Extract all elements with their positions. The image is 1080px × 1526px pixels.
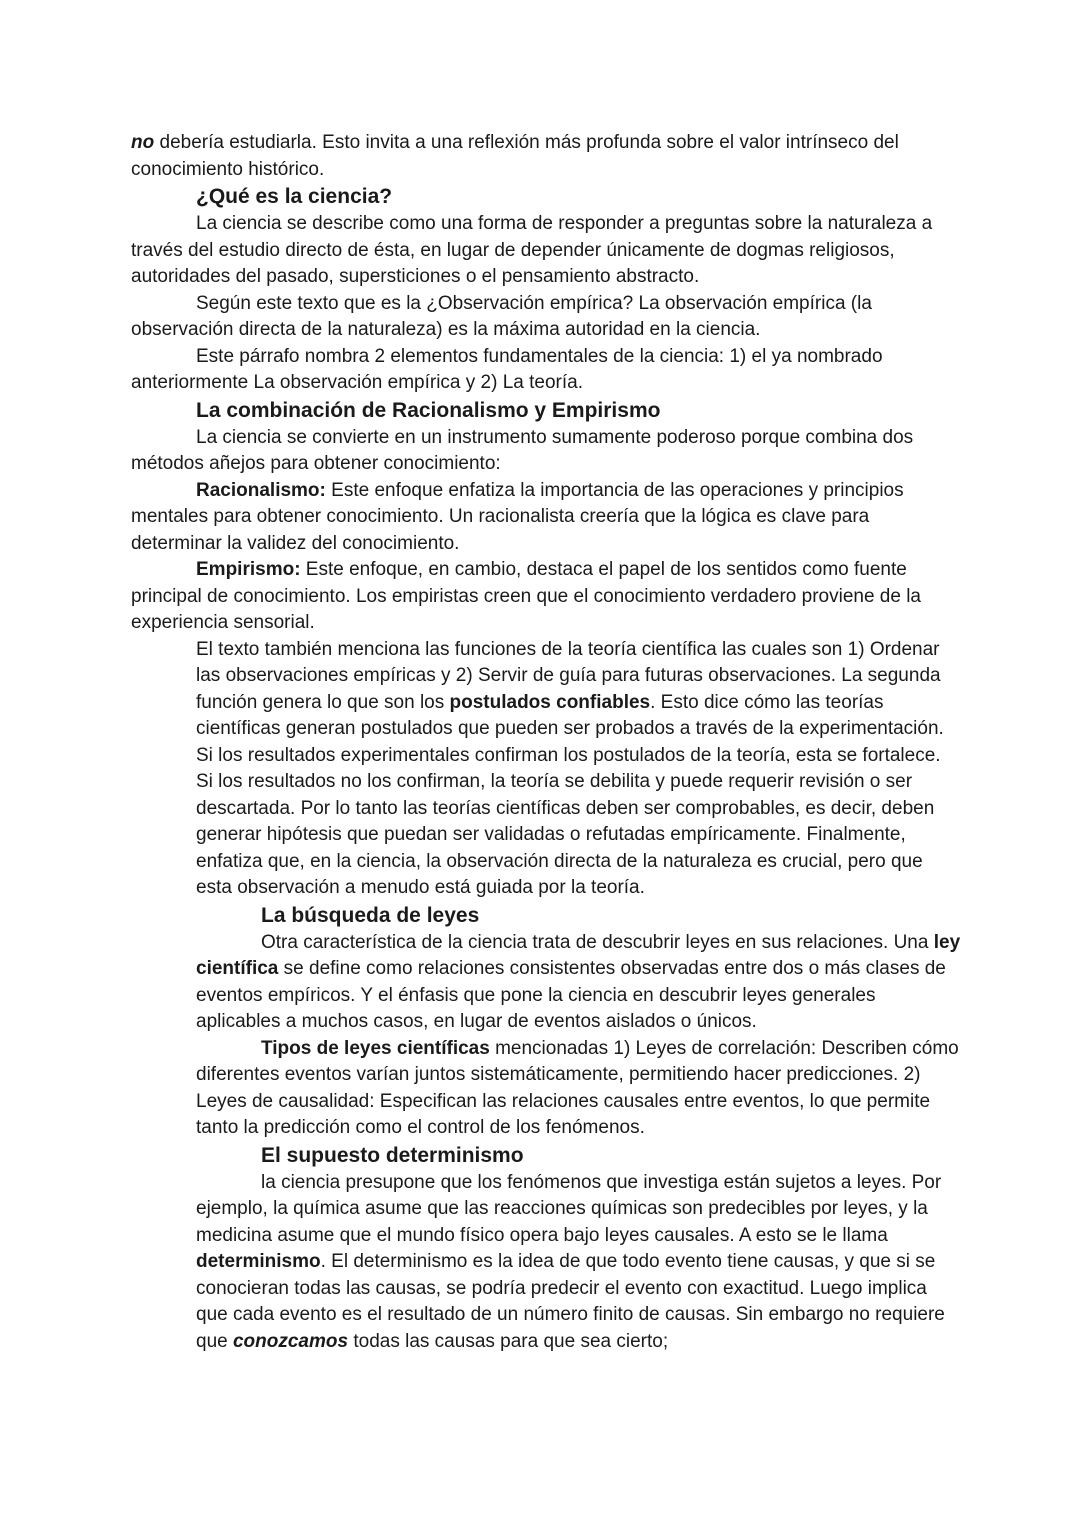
paragraph-text: Este enfoque enfatiza la importancia de las operaciones y principios mentales para obtener conocimiento. Un racionalista creería que la lógica es clave para determinar la validez del conocimiento. [131,479,904,554]
emphasis-conozcamos: conozcamos [232,1330,349,1352]
paragraph-elementos-fundamentales: Este párrafo nombra 2 elementos fundamentales de la ciencia: 1) el ya nombrado anteriormente La observación empírica y 2) La teoría. [131,345,883,393]
emphasis-no: no [131,132,155,153]
heading-que-es-la-ciencia: ¿Qué es la ciencia? [196,185,393,208]
paragraph-text: . Esto dice cómo las teorías científicas generan postulados que pueden ser probados a través de la experimentación. Si los resultados experimentales confirman los postulados de la teoría, esta se fortalece. Si los resultados no los confirman, la teoría se debilita y puede requerir revisión o ser descartada. Por lo tanto las teorías científicas deben ser comprobables, es decir, deben generar hipótesis que puedan ser validadas o refutadas empíricamente. Finalmente, enfatiza que, en la ciencia, la observación directa de la naturaleza es crucial, pero que esta observación a menudo está guiada por la teoría. [196,691,944,898]
term-postulados-confiables: postulados confiables [449,691,651,713]
paragraph-tipos-de-leyes [131,1036,961,1142]
term-determinismo: determinismo [196,1251,321,1272]
heading-supuesto-determinismo: El supuesto determinismo [261,1143,524,1167]
paragraph-text: Este enfoque, en cambio, destaca el papel de los sentidos como fuente principal de conocimiento. Los empiristas creen que el conocimiento verdadero proviene de la experiencia sensorial. [131,559,922,633]
term-racionalismo: Racionalismo: [196,479,326,501]
paragraph-text: debería estudiarla. Esto invita a una reflexión más profunda sobre el valor intrínseco del conocimiento histórico. [131,132,899,180]
paragraph-text: El texto también menciona las funciones de la teoría científica las cuales son 1) Ordenar las observaciones empíricas y 2) Servir de guía para futuras observaciones. La segunda función genera lo que son los [196,638,941,713]
paragraph-racionalismo [131,478,961,558]
paragraph-funciones-teoria [131,637,961,902]
paragraph-text: todas las causas para que sea cierto; [348,1330,669,1352]
paragraph-empirismo [131,557,961,637]
document-body [131,130,961,1355]
paragraph-text: mencionadas 1) Leyes de correlación: Describen cómo diferentes eventos varían juntos sistemáticamente, permitiendo hacer predicciones. 2) Leyes de causalidad: Especifican las relaciones causales entre eventos, lo que permite tanto la predicción como el control de los fenómenos. [196,1037,959,1138]
heading-racionalismo-empirismo: La combinación de Racionalismo y Empirismo [196,398,661,422]
paragraph-determinismo [131,1170,961,1356]
term-empirismo: Empirismo: [196,559,301,580]
paragraph-continuation [131,130,961,183]
paragraph-text: . El determinismo es la idea de que todo evento tiene causas, y que si se conocieran todas las causas, se podría predecir el evento con exactitud. Luego implica que cada evento es el resultado de un número finito de causas. Sin embargo no requiere que [196,1251,945,1352]
paragraph-ley-cientifica [131,930,961,1036]
paragraph-ciencia-definicion: La ciencia se describe como una forma de responder a preguntas sobre la naturaleza a través del estudio directo de ésta, en lugar de depender únicamente de dogmas religiosos, autoridades del pasado, supersticiones o el pensamiento abstracto. [131,213,933,287]
paragraph-text: Otra característica de la ciencia trata de descubrir leyes en sus relaciones. Una [261,931,934,953]
paragraph-text: la ciencia presupone que los fenómenos que investiga están sujetos a leyes. Por ejemplo, la química asume que las reacciones químicas son predecibles por leyes, y la medicina asume que el mundo físico opera bajo leyes causales. A esto se le llama [196,1171,942,1246]
term-tipos-de-leyes: Tipos de leyes científicas [261,1037,490,1059]
term-ley-cientifica: ley científica [196,931,961,979]
paragraph-observacion-empirica: Según este texto que es la ¿Observación empírica? La observación empírica (la observación directa de la naturaleza) es la máxima autoridad en la ciencia. [131,292,872,340]
heading-busqueda-de-leyes: La búsqueda de leyes [261,903,480,927]
paragraph-combinacion: La ciencia se convierte en un instrumento sumamente poderoso porque combina dos métodos añejos para obtener conocimiento: [131,426,914,474]
paragraph-text: se define como relaciones consistentes observadas entre dos o más clases de eventos empíricos. Y el énfasis que pone la ciencia en descubrir leyes generales aplicables a muchos casos, en lugar de eventos aislados o únicos. [196,958,946,1032]
